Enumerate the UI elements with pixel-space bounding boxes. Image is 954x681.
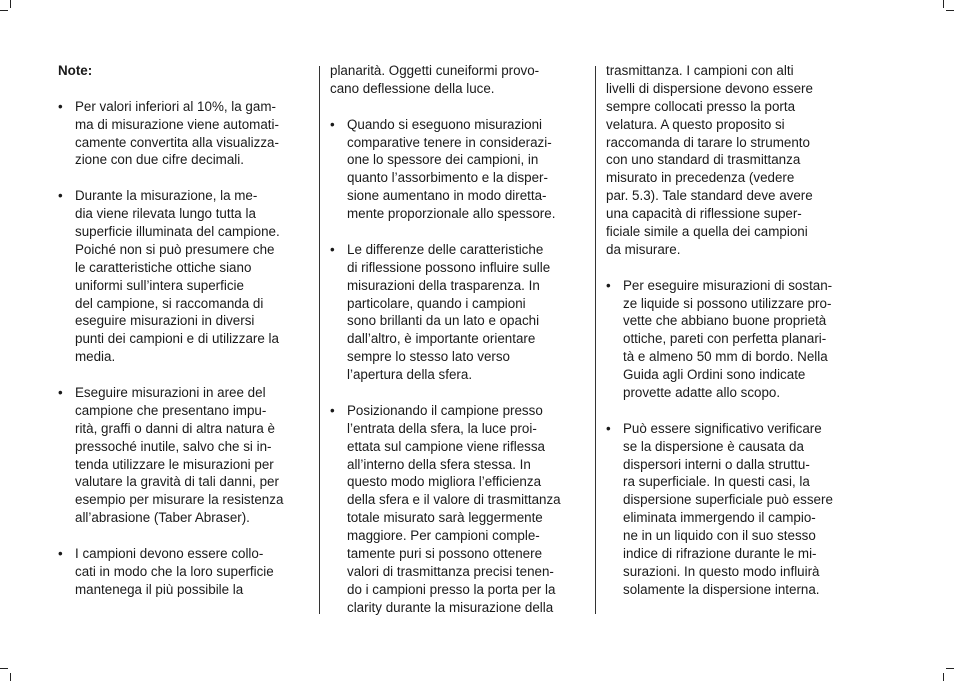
bullet-line: eseguire misurazioni in diversi: [75, 313, 255, 329]
bullet-line: comparative tenere in considerazi-: [347, 134, 552, 150]
bullet-line: vette che abbiano buone proprietà: [623, 313, 827, 329]
crop-mark-top-left: [10, 0, 11, 8]
bullet-line: sono brillanti da un lato e opachi: [347, 313, 540, 329]
bullet-line: surazioni. In questo modo influirà: [623, 563, 820, 579]
bullet-line: dall’altro, è importante orientare: [347, 331, 536, 347]
bullet-line: mente proporzionale allo spessore.: [347, 206, 556, 222]
bullet-line: campione che presentano impu-: [75, 402, 267, 418]
continuation-line: livelli di dispersione devono essere: [606, 80, 813, 96]
bullet-line: quanto l’assorbimento e la disper-: [347, 170, 548, 186]
column-3-items: [606, 277, 861, 599]
column-divider-1: [319, 66, 320, 614]
bullet-line: valori di trasmittanza precisi tenen-: [347, 563, 554, 579]
spacer: [330, 223, 585, 241]
bullet-line: • Può essere significativo verificare: [623, 420, 822, 436]
bullet-line: uniformi sull’intera superficie: [75, 277, 244, 293]
bullet-line: pressoché inutile, salvo che si in-: [75, 438, 272, 454]
column-divider-2: [595, 66, 596, 614]
bullet-line: di riflessione possono influire sulle: [347, 259, 551, 275]
bullet-line: ze liquide si possono utilizzare pro-: [623, 295, 832, 311]
bullet-line: l’entrata della sfera, la luce proi-: [347, 420, 537, 436]
continuation-line: trasmittanza. I campioni con alti: [606, 63, 794, 78]
bullet-line: Poiché non si può presumere che: [75, 241, 275, 257]
bullet-line: particolare, quando i campioni: [347, 295, 526, 311]
crop-mark-bottom-left: [10, 673, 11, 681]
crop-mark-top-left-h: [0, 10, 8, 11]
bullet-line: zione con due cifre decimali.: [75, 152, 244, 168]
column-1-items: [58, 98, 308, 599]
spacer: [330, 384, 585, 402]
bullet-line: one lo spessore dei campioni, in: [347, 152, 539, 168]
bullet-line: media.: [75, 349, 116, 365]
continuation-line: sempre collocati presso la porta: [606, 98, 796, 114]
bullet-item: [330, 241, 585, 384]
column-2-items: [330, 116, 585, 617]
bullet-line: • Per eseguire misurazioni di sostan-: [623, 277, 833, 293]
bullet-line: misurazioni della trasparenza. In: [347, 277, 540, 293]
bullet-line: rità, graffi o danni di altra natura è: [75, 420, 275, 436]
spacer: [330, 98, 585, 116]
bullet-line: ra superficiale. In questi casi, la: [623, 474, 810, 490]
bullet-item: [58, 98, 308, 170]
bullet-line: tà e almeno 50 mm di bordo. Nella: [623, 349, 828, 365]
bullet-item: [58, 545, 308, 599]
spacer: [58, 169, 308, 187]
bullet-line: ottiche, pareti con perfetta planari-: [623, 331, 827, 347]
column-3: [606, 62, 861, 599]
continuation-line: raccomanda di tarare lo strumento: [606, 134, 810, 150]
continuation-line: velatura. A questo proposito si: [606, 116, 785, 132]
bullet-line: superficie illuminata del campione.: [75, 224, 280, 240]
continuation-line: misurato in precedenza (vedere: [606, 170, 795, 186]
bullet-line: tenda utilizzare le misurazioni per: [75, 456, 274, 472]
bullet-item: [330, 116, 585, 223]
bullet-line: • Le differenze delle caratteristiche: [347, 241, 544, 257]
bullet-line: all’abrasione (Taber Abraser).: [75, 510, 250, 526]
bullet-line: cati in modo che la loro superficie: [75, 563, 274, 579]
bullet-line: le caratteristiche ottiche siano: [75, 259, 252, 275]
spacer: [58, 80, 308, 98]
bullet-line: sempre lo stesso lato verso: [347, 349, 510, 365]
bullet-line: eliminata immergendo il campio-: [623, 510, 816, 526]
bullet-line: l’apertura della sfera.: [347, 367, 473, 383]
crop-mark-bottom-left-h: [0, 668, 8, 669]
spacer: [58, 527, 308, 545]
bullet-line: ne in un liquido con il suo stesso: [623, 528, 816, 544]
spacer: [58, 366, 308, 384]
bullet-line: provette adatte allo scopo.: [623, 385, 781, 401]
bullet-line: totale misurato sarà leggermente: [347, 510, 543, 526]
bullet-line: • I campioni devono essere collo-: [75, 546, 264, 562]
continuation-line: una capacità di riflessione super-: [606, 206, 802, 222]
bullet-item: [58, 187, 308, 366]
crop-mark-top-right-h: [946, 10, 954, 11]
bullet-line: del campione, si raccomanda di: [75, 295, 264, 311]
column-2: [330, 62, 585, 617]
spacer: [606, 259, 861, 277]
bullet-line: valutare la gravità di tali danni, per: [75, 474, 279, 490]
bullet-item: [330, 402, 585, 617]
bullet-line: esempio per misurare la resistenza: [75, 492, 284, 508]
bullet-line: all’interno della sfera stessa. In: [347, 456, 531, 472]
bullet-line: indice di rifrazione durante le mi-: [623, 546, 817, 562]
spacer: [606, 402, 861, 420]
crop-mark-top-right: [943, 0, 944, 8]
column-2-continuation: [330, 62, 585, 98]
bullet-line: • Per valori inferiori al 10%, la gam-: [75, 98, 276, 114]
bullet-item: [606, 277, 861, 402]
bullet-line: camente convertita alla visualizza-: [75, 134, 279, 150]
bullet-line: Guida agli Ordini sono indicate: [623, 367, 806, 383]
bullet-line: sione aumentano in modo diretta-: [347, 188, 547, 204]
bullet-line: • Durante la misurazione, la me-: [75, 188, 258, 204]
bullet-line: • Eseguire misurazioni in aree del: [75, 385, 266, 401]
column-1: [58, 62, 308, 599]
bullet-line: questo modo migliora l’efficienza: [347, 474, 542, 490]
continuation-line: cano deflessione della luce.: [330, 80, 495, 96]
bullet-line: se la dispersione è causata da: [623, 438, 804, 454]
continuation-line: par. 5.3). Tale standard deve avere: [606, 188, 813, 204]
crop-mark-bottom-right-h: [946, 668, 954, 669]
continuation-line: con uno standard di trasmittanza: [606, 152, 801, 168]
bullet-line: dispersori interni o dalla struttu-: [623, 456, 810, 472]
continuation-line: planarità. Oggetti cuneiformi provo-: [330, 63, 540, 78]
note-heading: Note:: [58, 63, 93, 78]
bullet-line: clarity durante la misurazione della: [347, 599, 554, 615]
continuation-line: da misurare.: [606, 241, 681, 257]
bullet-line: dia viene rilevata lungo tutta la: [75, 206, 256, 222]
bullet-line: della sfera e il valore di trasmittanza: [347, 492, 561, 508]
bullet-line: do i campioni presso la porta per la: [347, 581, 556, 597]
bullet-line: mantenega il più possibile la: [75, 581, 244, 597]
bullet-line: maggiore. Per campioni comple-: [347, 528, 540, 544]
bullet-line: punti dei campioni e di utilizzare la: [75, 331, 279, 347]
bullet-line: • Quando si eseguono misurazioni: [347, 116, 543, 132]
bullet-line: tamente puri si possono ottenere: [347, 546, 543, 562]
crop-mark-bottom-right: [943, 673, 944, 681]
bullet-line: solamente la dispersione interna.: [623, 581, 820, 597]
bullet-line: ettata sul campione viene riflessa: [347, 438, 545, 454]
bullet-line: • Posizionando il campione presso: [347, 402, 543, 418]
bullet-item: [58, 384, 308, 527]
bullet-line: ma di misurazione viene automati-: [75, 116, 279, 132]
bullet-line: dispersione superficiale può essere: [623, 492, 833, 508]
column-3-continuation: [606, 62, 861, 259]
continuation-line: ficiale simile a quella dei campioni: [606, 224, 808, 240]
bullet-item: [606, 420, 861, 599]
